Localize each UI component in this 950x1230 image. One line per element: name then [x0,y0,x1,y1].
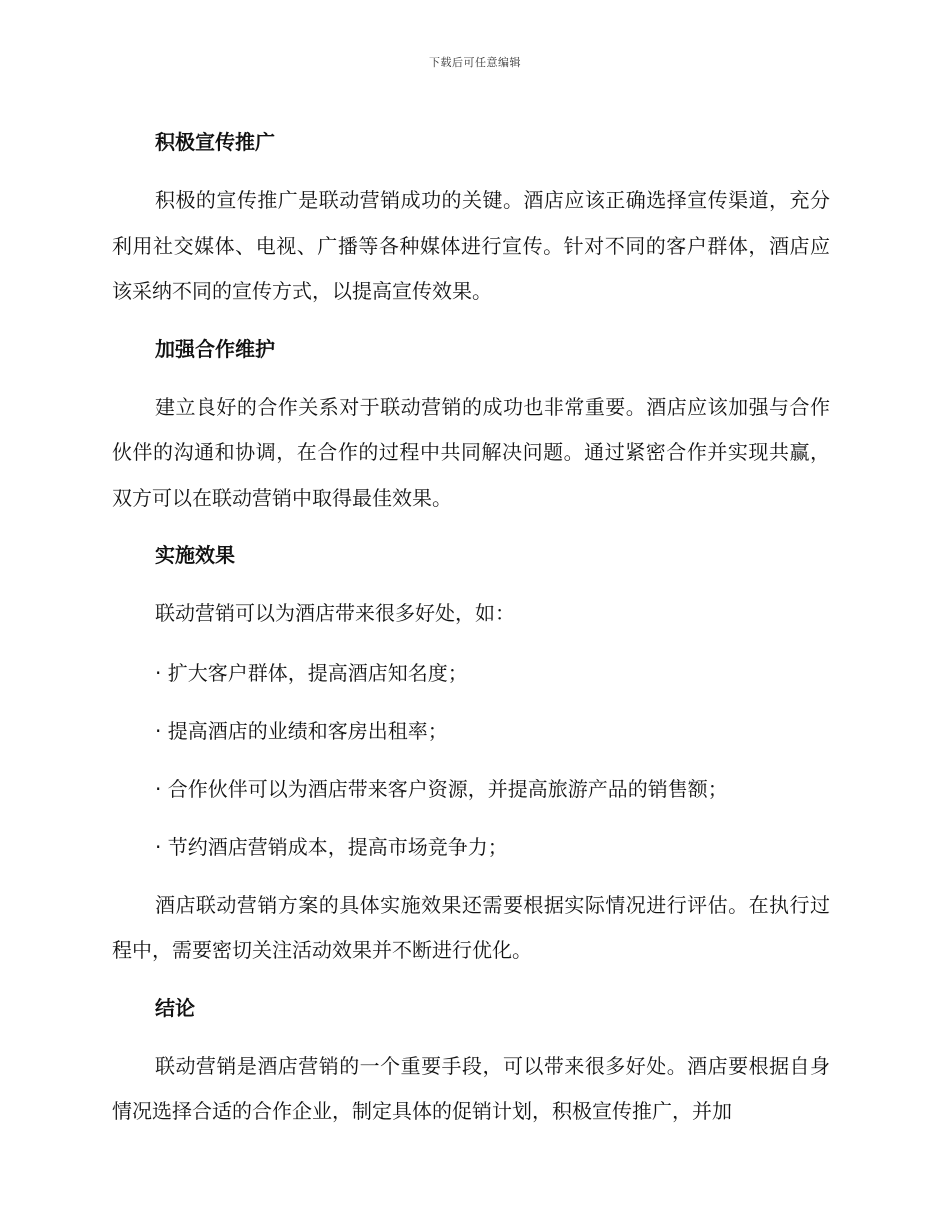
page-header-note: 下载后可任意编辑 [429,56,521,69]
bullet-item: · 节约酒店营销成本，提高市场竞争力； [155,834,508,859]
document-body [112,108,830,1135]
bullet-item: · 扩大客户群体，提高酒店知名度； [155,660,468,685]
bullet-item: · 合作伙伴可以为酒店带来客户资源，并提高旅游产品的销售额； [155,776,728,801]
section-heading-effects: 实施效果 [155,543,235,567]
section-paragraph-conclusion: 联动营销是酒店营销的一个重要手段，可以带来很多好处。酒店要根据自身情况选择合适的合作企业，制定具体的促销计划，积极宣传推广，并加 [112,1053,830,1123]
section-paragraph-promotion: 积极的宣传推广是联动营销成功的关键。酒店应该正确选择宣传渠道，充分利用社交媒体、电视、广播等各种媒体进行宣传。针对不同的客户群体，酒店应该采纳不同的宣传方式，以提高宣传效果。 [112,188,830,303]
section-intro-effects: 联动营销可以为酒店带来很多好处，如： [155,601,515,625]
section-paragraph-effects: 酒店联动营销方案的具体实施效果还需要根据实际情况进行评估。在执行过程中，需要密切关注活动效果并不断进行优化。 [112,892,830,962]
section-heading-promotion: 积极宣传推广 [155,130,275,154]
section-paragraph-cooperation: 建立良好的合作关系对于联动营销的成功也非常重要。酒店应该加强与合作伙伴的沟通和协调，在合作的过程中共同解决问题。通过紧密合作并实现共赢，双方可以在联动营销中取得最佳效果。 [112,394,830,510]
bullet-item: · 提高酒店的业绩和客房出租率； [155,718,448,743]
section-heading-cooperation: 加强合作维护 [155,336,275,361]
section-heading-conclusion: 结论 [155,995,195,1020]
